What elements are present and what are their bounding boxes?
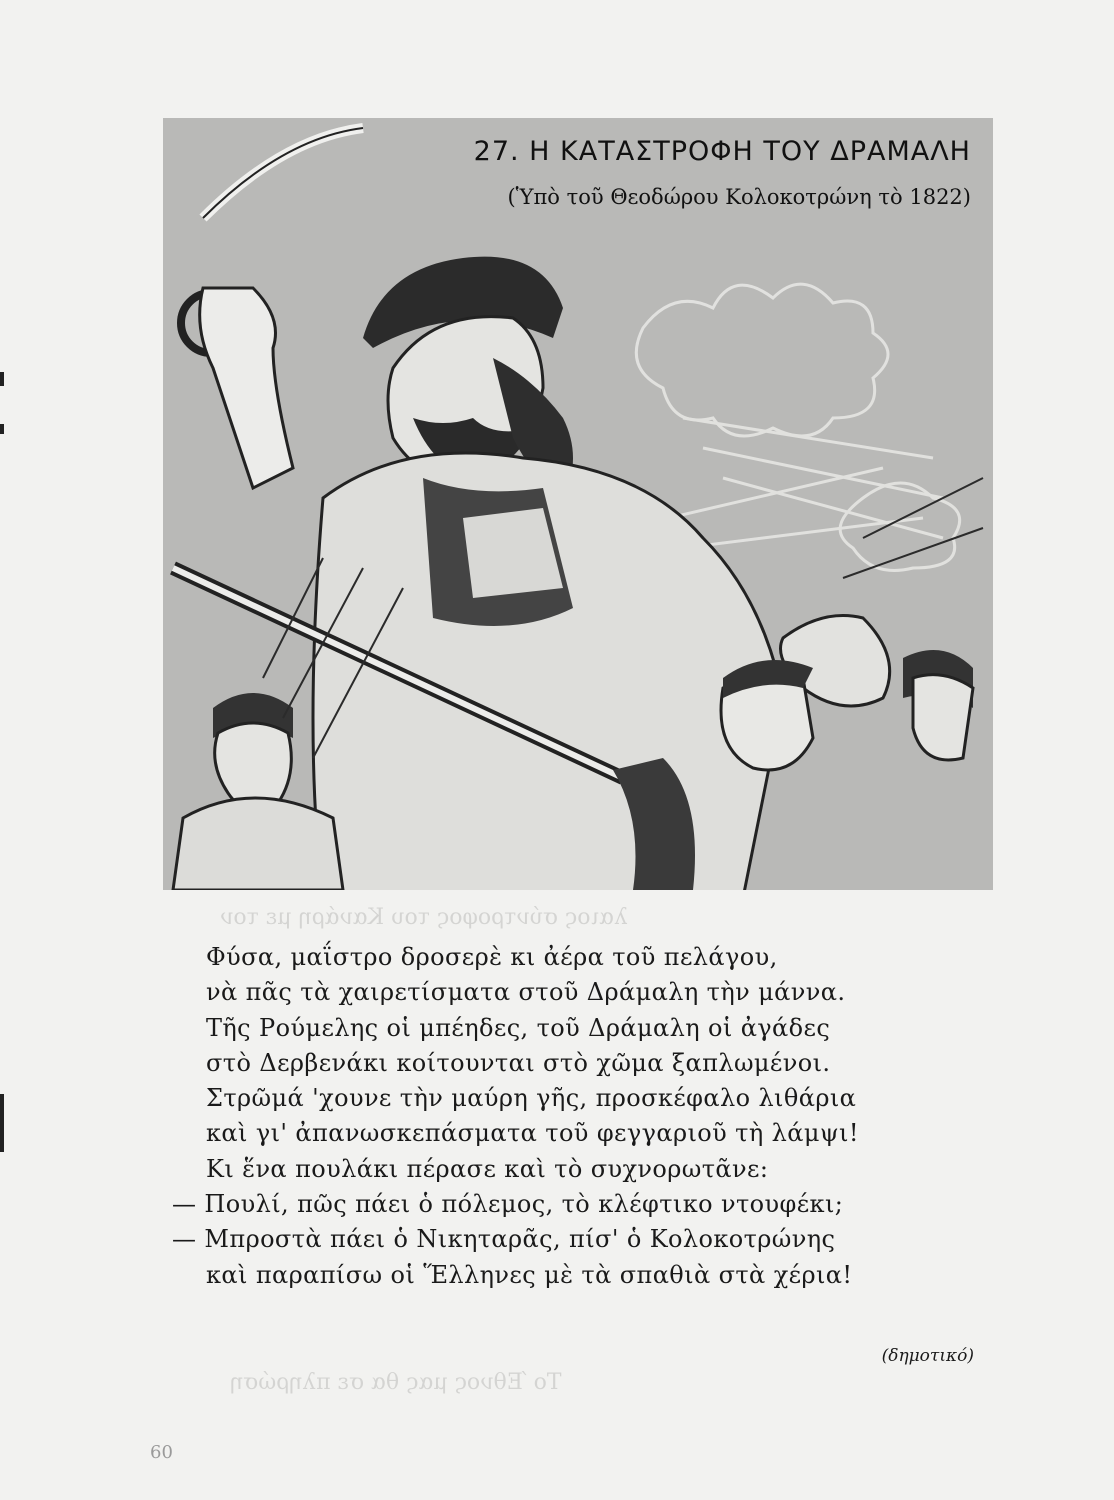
left-edge-mark (0, 1094, 4, 1152)
illustration (163, 118, 993, 890)
left-edge-mark (0, 424, 4, 434)
poem (172, 940, 992, 1293)
poem-line: — Πουλί, πῶς πάει ὁ πόλεμος, τὸ κλέφτικο ντουφέκι; (172, 1190, 844, 1219)
poem-line: καὶ γι' ἀπανωσκεπάσματα τοῦ φεγγαριοῦ τὴ λάμψι! (206, 1119, 859, 1148)
poem-line: Φύσα, μαΐστρο δροσερὲ κι ἀέρα τοῦ πελάγου, (206, 943, 778, 971)
left-edge-mark (0, 372, 4, 386)
poem-line: καὶ παραπίσω οἱ Ἕλληνες μὲ τὰ σπαθιὰ στὰ χέρια! (206, 1260, 853, 1289)
poem-line: Κι ἕνα πουλάκι πέρασε καὶ τὸ συχνορωτᾶνε: (206, 1154, 769, 1183)
page-subtitle: (Ὑπὸ τοῦ Θεοδώρου Κολοκοτρώνη τὸ 1822) (507, 185, 971, 209)
warrior-illustration-icon (163, 118, 993, 890)
bleed-through-text: λαιος σύντροφος του Κανάρη με τον (220, 905, 628, 930)
bleed-through-text: Το Έθνος μας θα σε πληρώση (230, 1370, 562, 1395)
page-number: 60 (150, 1442, 173, 1463)
poem-line: Στρῶμά 'χουνε τὴν μαύρη γῆς, προσκέφαλο λιθάρια (206, 1084, 857, 1113)
poem-line: — Μπροστὰ πάει ὁ Νικηταρᾶς, πίσ' ὁ Κολοκοτρώνης (172, 1225, 836, 1254)
poem-line: νὰ πᾶς τὰ χαιρετίσματα στοῦ Δράμαλη τὴν μάννα. (206, 978, 846, 1007)
page-title: 27. Η ΚΑΤΑΣΤΡΟΦΗ ΤΟΥ ΔΡΑΜΑΛΗ (473, 136, 971, 167)
poem-line: στὸ Δερβενάκι κοίτουνται στὸ χῶμα ξαπλωμένοι. (206, 1048, 831, 1077)
poem-attribution: (δημοτικό) (881, 1346, 974, 1366)
poem-line: Τῆς Ρούμελης οἱ μπέηδες, τοῦ Δράμαλη οἱ ἀγάδες (206, 1013, 831, 1042)
